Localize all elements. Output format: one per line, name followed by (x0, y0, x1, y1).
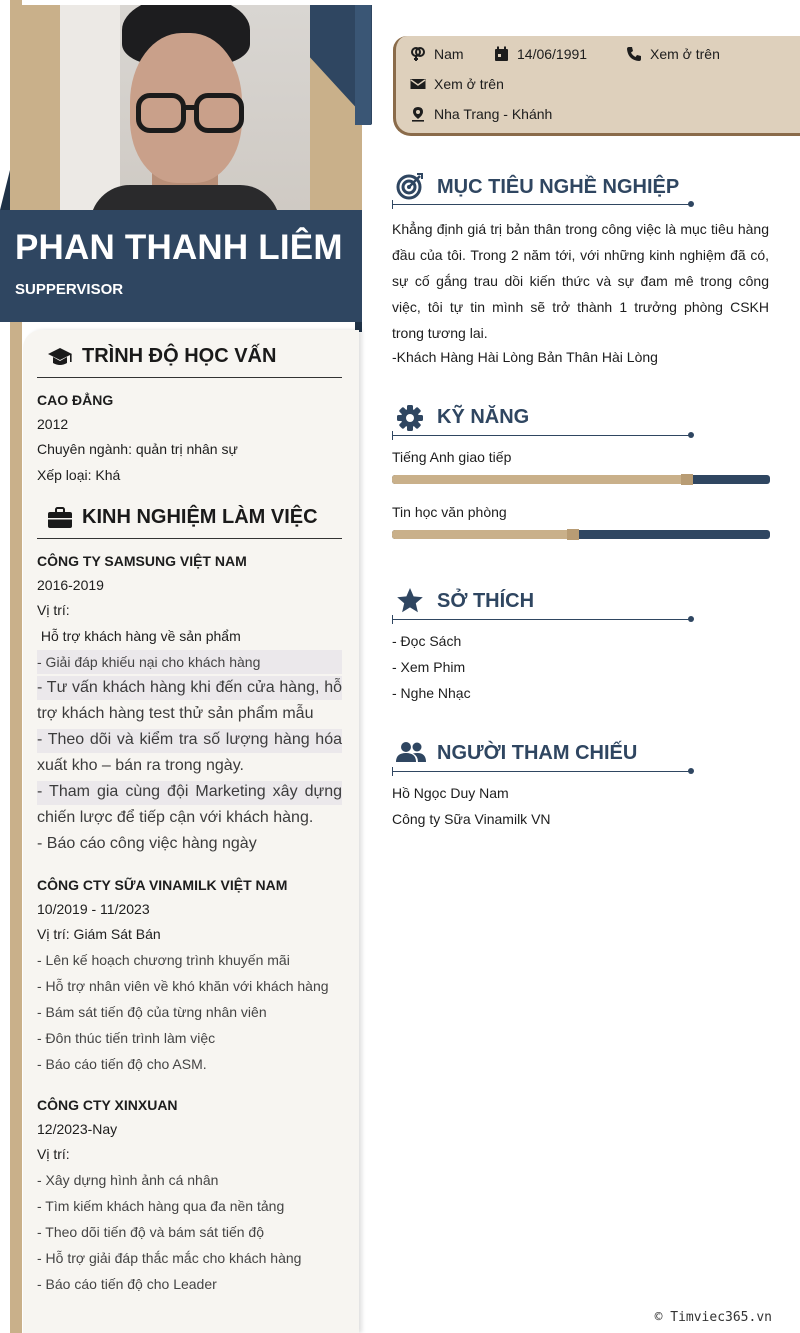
contact-email (410, 76, 504, 92)
skill-name: Tin học văn phòng (392, 504, 507, 520)
education-major: Chuyên ngành: quản trị nhân sự (37, 441, 238, 457)
hobby-item: - Đọc Sách (392, 633, 462, 649)
skills-title: KỸ NĂNG (437, 406, 530, 428)
objective-divider (393, 204, 691, 205)
contact-gender-value: Nam (434, 46, 464, 62)
location-pin-icon (410, 106, 426, 122)
experience-title: KINH NGHIỆM LÀM VIỆC (82, 506, 318, 528)
job-position: Vị trí: Giám Sát Bán (37, 926, 161, 942)
hobbies-title: SỞ THÍCH (437, 590, 535, 612)
job-item: - Hỗ trợ nhân viên về khó khăn với khách hàng (37, 978, 329, 994)
references-divider (393, 771, 691, 772)
avatar (60, 5, 310, 210)
reference-company: Công ty Sữa Vinamilk VN (392, 811, 551, 827)
hobby-item: - Xem Phim (392, 659, 466, 675)
envelope-icon (410, 77, 426, 91)
job-period: 12/2023-Nay (37, 1121, 118, 1137)
experience-divider (37, 538, 342, 539)
objective-title: MỤC TIÊU NGHỀ NGHIỆP (437, 176, 680, 198)
job-role: SUPPERVISOR (15, 281, 124, 298)
education-divider (37, 377, 342, 378)
skill-bar (392, 530, 770, 539)
job-item: - Tìm kiếm khách hàng qua đa nền tảng (37, 1198, 285, 1214)
job-position-detail: Hỗ trợ khách hàng về sản phẩm (37, 628, 241, 644)
job-item: - Theo dõi và kiểm tra số lượng hàng hóa xuất kho – bán ra trong ngày. (37, 731, 342, 774)
job-item: - Báo cáo tiến độ cho Leader (37, 1276, 217, 1292)
job-company: CÔNG CTY SỮA VINAMILK VIỆT NAM (37, 877, 288, 893)
job-item: - Hỗ trợ giải đáp thắc mắc cho khách hàng (37, 1250, 302, 1266)
education-title: TRÌNH ĐỘ HỌC VẤN (82, 345, 277, 367)
contact-gender (410, 46, 464, 62)
contact-birthday-value: 14/06/1991 (517, 46, 588, 62)
job-item: - Tham gia cùng đội Marketing xây dựng chiến lược để tiếp cận với khách hàng. (37, 783, 342, 826)
full-name: PHAN THANH LIÊM (15, 228, 343, 267)
references-title: NGƯỜI THAM CHIẾU (437, 742, 638, 764)
calendar-icon (494, 46, 509, 62)
target-icon (396, 172, 424, 200)
job-item: - Tư vấn khách hàng khi đến cửa hàng, hỗ trợ khách hàng test thử sản phẩm mẫu (37, 679, 342, 722)
job-company: CÔNG TY SAMSUNG VIỆT NAM (37, 553, 247, 569)
skill-bar-fill (392, 530, 573, 539)
job-period: 10/2019 - 11/2023 (37, 901, 150, 917)
star-icon (396, 587, 424, 614)
contact-email-value: Xem ở trên (434, 76, 504, 92)
job-item: - Lên kế hoạch chương trình khuyến mãi (37, 952, 290, 968)
skill-bar-knob (681, 474, 693, 485)
job-position: Vị trí: (37, 602, 70, 618)
job-position: Vị trí: (37, 1146, 70, 1162)
hobby-item: - Nghe Nhạc (392, 685, 471, 701)
job-company: CÔNG CTY XINXUAN (37, 1097, 178, 1113)
briefcase-icon (47, 507, 73, 529)
objective-text: Khẳng định giá trị bản thân trong công việc là mục tiêu hàng đầu của tôi. Trong 2 năm tới, với những kinh nghiệm đã có, sự cố gắng trau dồi kiến thức và sự đam mê trong công việc, tôi tự tin mình sẽ trở thành 1 trưởng phòng CSKH trong tương lai. (392, 221, 769, 341)
skill-bar-fill (392, 475, 687, 484)
job-item: - Báo cáo công việc hàng ngày (37, 835, 257, 852)
reference-name: Hồ Ngọc Duy Nam (392, 785, 509, 801)
photo-ribbon-edge (355, 5, 371, 125)
contact-address (410, 106, 552, 122)
hobbies-divider (393, 619, 691, 620)
contact-birthday (494, 46, 587, 62)
job-item: - Bám sát tiến độ của từng nhân viên (37, 1004, 267, 1020)
job-item: - Đôn thúc tiến trình làm việc (37, 1030, 216, 1046)
job-item: - Xây dựng hình ảnh cá nhân (37, 1172, 219, 1188)
job-item: - Giải đáp khiếu nại cho khách hàng (37, 654, 261, 670)
phone-icon (626, 46, 642, 62)
skill-bar-knob (567, 529, 579, 540)
contact-phone-value: Xem ở trên (650, 46, 720, 62)
education-year: 2012 (37, 416, 69, 432)
skill-name: Tiếng Anh giao tiếp (392, 449, 512, 465)
name-band-fold (0, 170, 10, 210)
objective-motto: -Khách Hàng Hài Lòng Bản Thân Hài Lòng (392, 349, 658, 365)
skills-divider (393, 435, 691, 436)
job-item: - Báo cáo tiến độ cho ASM. (37, 1056, 207, 1072)
contact-phone (626, 46, 720, 62)
gender-icon (410, 46, 426, 62)
job-period: 2016-2019 (37, 577, 104, 593)
education-grade: Xếp loại: Khá (37, 467, 121, 483)
graduation-cap-icon (47, 346, 73, 368)
job-item: - Theo dõi tiến độ và bám sát tiến độ (37, 1224, 264, 1240)
watermark: © Timviec365.vn (654, 1310, 772, 1325)
contact-address-value: Nha Trang - Khánh (434, 106, 553, 122)
education-school: CAO ĐẲNG (37, 392, 114, 408)
skill-bar (392, 475, 770, 484)
users-icon (396, 741, 426, 763)
gear-icon (396, 404, 424, 432)
